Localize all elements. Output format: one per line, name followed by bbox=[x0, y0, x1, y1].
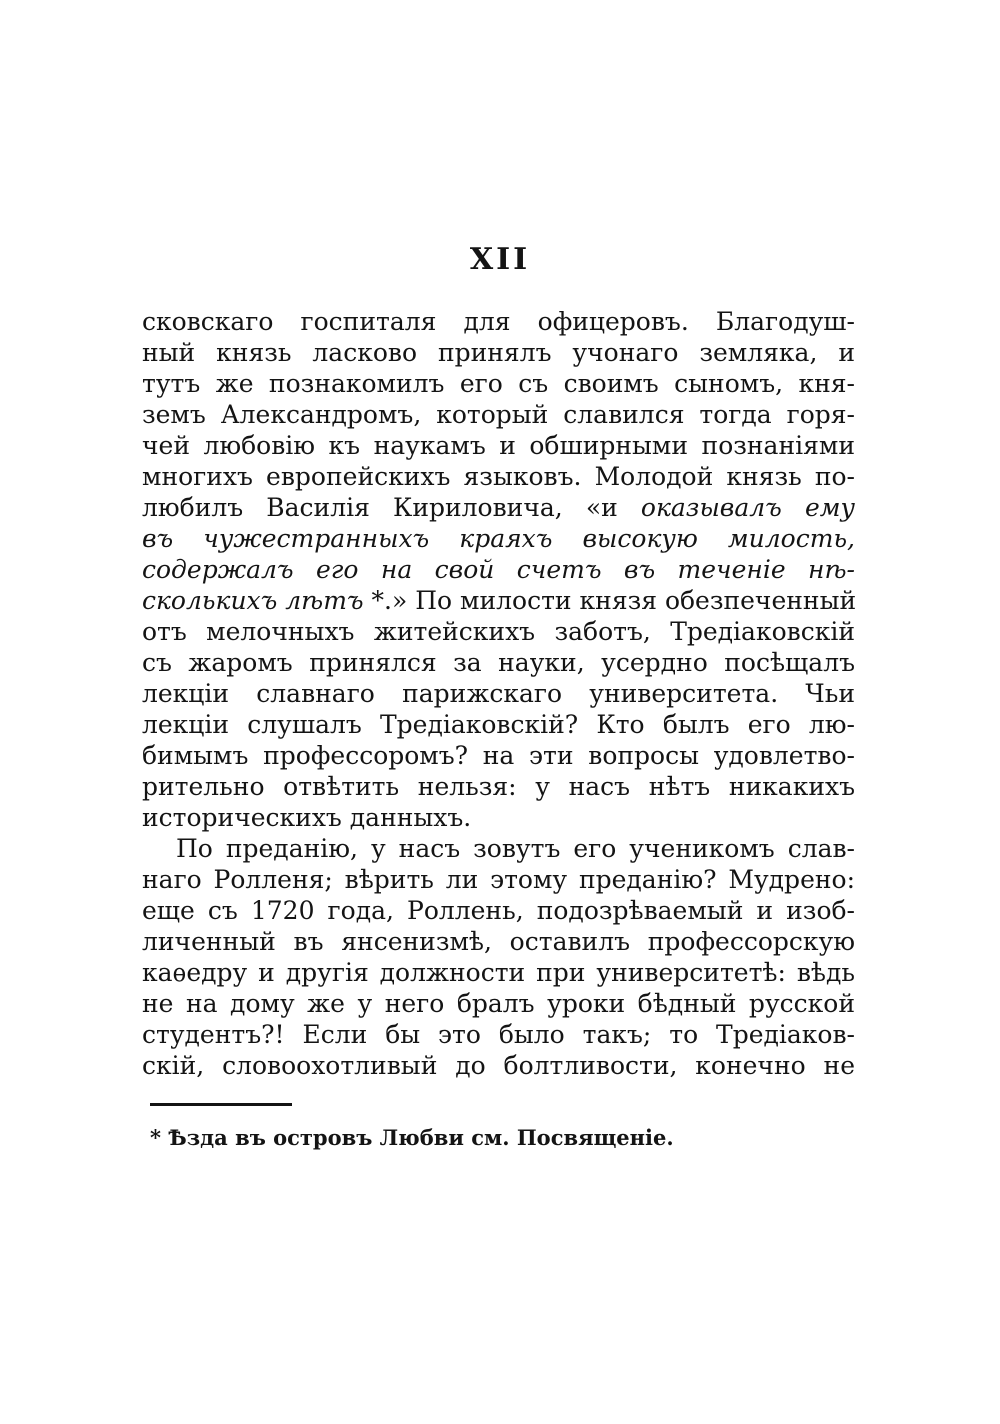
text-line bbox=[142, 492, 855, 523]
italic-quote: содержалъ его на свой счетъ въ теченіе нѣ- bbox=[142, 555, 855, 584]
footnote: * Ѣзда въ островъ Любви см. Посвященіе. bbox=[150, 1125, 674, 1150]
text-line: ный князь ласково принялъ учонаго земляка, и bbox=[142, 338, 855, 367]
text-line: бимымъ профессоромъ? на эти вопросы удовлетво- bbox=[142, 741, 855, 770]
text-line: лекціи слушалъ Тредіаковскій? Кто былъ его лю- bbox=[142, 710, 855, 739]
text-line: не на дому же у него бралъ уроки бѣдный русской bbox=[142, 989, 855, 1018]
text-line: тутъ же познакомилъ его съ своимъ сыномъ, кня- bbox=[142, 369, 855, 398]
text-line: рительно отвѣтить нельзя: у насъ нѣтъ никакихъ bbox=[142, 772, 855, 801]
italic-quote: оказывалъ ему bbox=[640, 493, 855, 522]
footnote-divider bbox=[150, 1103, 292, 1106]
text-line: наго Ролленя; вѣрить ли этому преданію? Мудрено: bbox=[142, 865, 855, 894]
text-line: скій, словоохотливый до болтливости, конечно не bbox=[142, 1051, 855, 1080]
text-line: студентъ?! Если бы это было такъ; то Тредіаков- bbox=[142, 1020, 855, 1049]
text-line: отъ мелочныхъ житейскихъ заботъ, Тредіаковскій bbox=[142, 617, 855, 646]
text-line bbox=[142, 585, 855, 616]
text-line: чей любовію къ наукамъ и обширными познаніями bbox=[142, 431, 855, 460]
text-line: сковскаго госпиталя для офицеровъ. Благодуш- bbox=[142, 307, 855, 336]
italic-quote: въ чужестранныхъ краяхъ высокую милость, bbox=[142, 524, 855, 553]
page-number: XII bbox=[469, 242, 531, 277]
text-line: земъ Александромъ, который славился тогда горя- bbox=[142, 400, 855, 429]
text-segment: *.» По милости князя обезпеченный bbox=[363, 586, 857, 615]
text-line: каѳедру и другія должности при университетѣ: вѣдь bbox=[142, 958, 855, 987]
text-line: личенный въ янсенизмѣ, оставилъ профессорскую bbox=[142, 927, 855, 956]
text-line: еще съ 1720 года, Роллень, подозрѣваемый и изоб- bbox=[142, 896, 855, 925]
text-line: По преданію, у насъ зовутъ его ученикомъ слав- bbox=[176, 834, 855, 863]
text-line: историческихъ данныхъ. bbox=[142, 803, 472, 832]
italic-quote: сколькихъ лѣтъ bbox=[142, 586, 364, 615]
body-text bbox=[142, 306, 855, 1081]
text-line: лекціи славнаго парижскаго университета. Чьи bbox=[142, 679, 855, 708]
text-line: многихъ европейскихъ языковъ. Молодой князь по- bbox=[142, 462, 855, 491]
text-line: съ жаромъ принялся за науки, усердно посѣщалъ bbox=[142, 648, 855, 677]
text-segment: любилъ Василія Кириловича, «и bbox=[142, 493, 641, 522]
